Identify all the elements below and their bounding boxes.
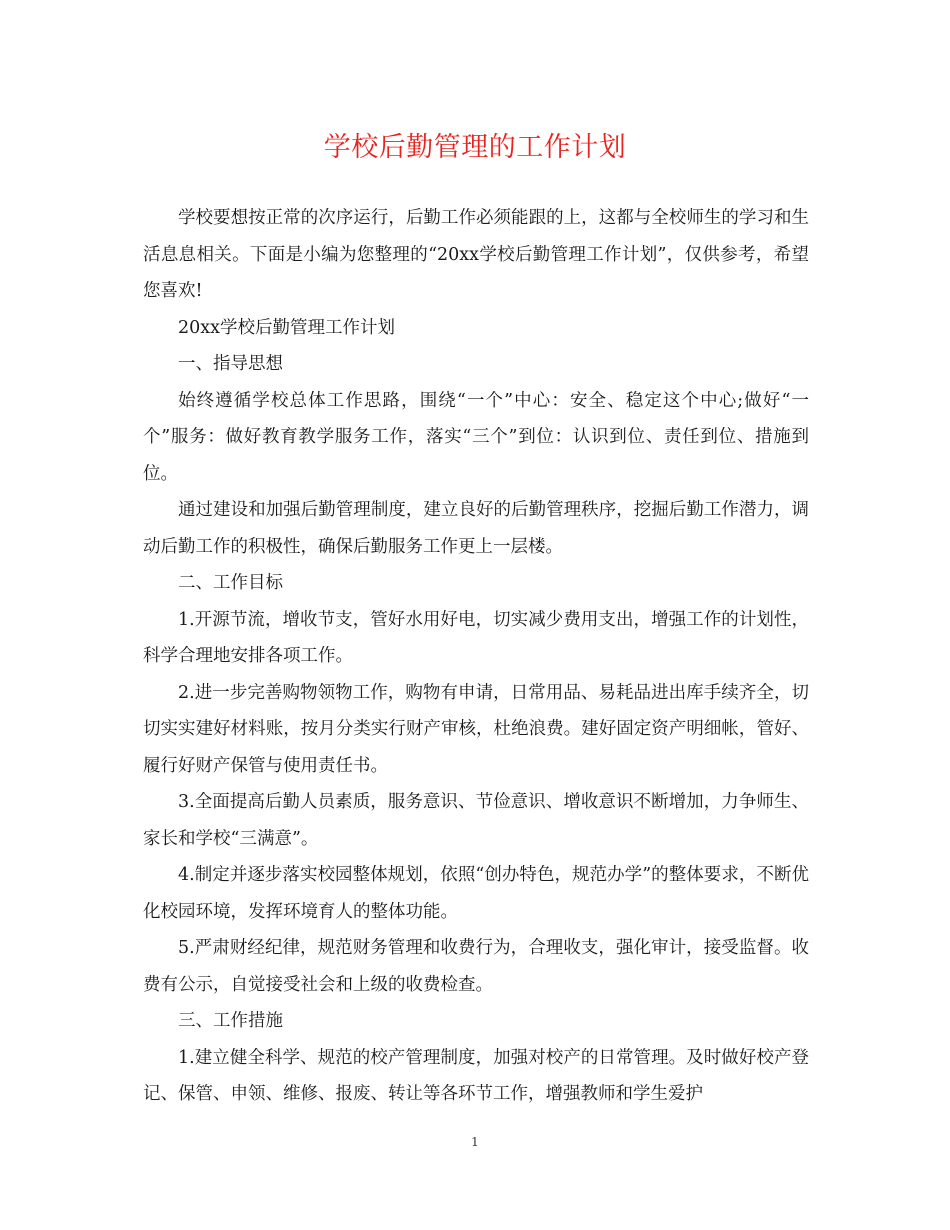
paragraph-management-system: 通过建设和加强后勤管理制度，建立良好的后勤管理秩序，挖掘后勤工作潜力，调动后勤工作的积极性，确保后勤服务工作更上一层楼。 <box>143 500 809 557</box>
list-item-goal-5: 5.严肃财经纪律，规范财务管理和收费行为，合理收支，强化审计，接受监督。收费有公示，自觉接受社会和上级的收费检查。 <box>143 938 809 995</box>
paragraph-intro: 学校要想按正常的次序运行，后勤工作必须能跟的上，这都与全校师生的学习和生活息息相关。下面是小编为您整理的“20xx学校后勤管理工作计划”，仅供参考，希望您喜欢! <box>143 208 809 301</box>
page-number: 1 <box>471 1135 479 1149</box>
section-heading-work-measures: 三、工作措施 <box>178 1011 283 1031</box>
list-item-goal-4: 4.制定并逐步落实校园整体规划，依照“创办特色，规范办学”的整体要求，不断优化校园环境，发挥环境育人的整体功能。 <box>143 865 809 922</box>
list-item-goal-3: 3.全面提高后勤人员素质，服务意识、节俭意识、增收意识不断增加，力争师生、家长和学校“三满意”。 <box>143 792 809 849</box>
paragraph-guiding-ideology: 始终遵循学校总体工作思路，围绕“一个”中心：安全、稳定这个中心;做好“一个”服务：做好教育教学服务工作，落实“三个”到位：认识到位、责任到位、措施到位。 <box>143 390 809 484</box>
list-item-measure-1: 1.建立健全科学、规范的校产管理制度，加强对校产的日常管理。及时做好校产登记、保管、申领、维修、报废、转让等各环节工作，增强教师和学生爱护 <box>143 1047 809 1104</box>
section-heading-guiding-ideology: 一、指导思想 <box>178 354 283 374</box>
paragraph-plan-heading: 20xx学校后勤管理工作计划 <box>178 317 396 338</box>
section-heading-work-goals: 二、工作目标 <box>178 573 283 593</box>
list-item-goal-2: 2.进一步完善购物领物工作，购物有申请，日常用品、易耗品进出库手续齐全，切切实实建好材料账，按月分类实行财产审核，杜绝浪费。建好固定资产明细帐，管好、履行好财产保管与使用责任书。 <box>143 682 809 776</box>
document-title: 学校后勤管理的工作计划 <box>323 132 627 163</box>
document-body <box>143 200 809 1113</box>
list-item-goal-1: 1.开源节流，增收节支，管好水用好电，切实减少费用支出，增强工作的计划性，科学合理地安排各项工作。 <box>143 609 809 666</box>
